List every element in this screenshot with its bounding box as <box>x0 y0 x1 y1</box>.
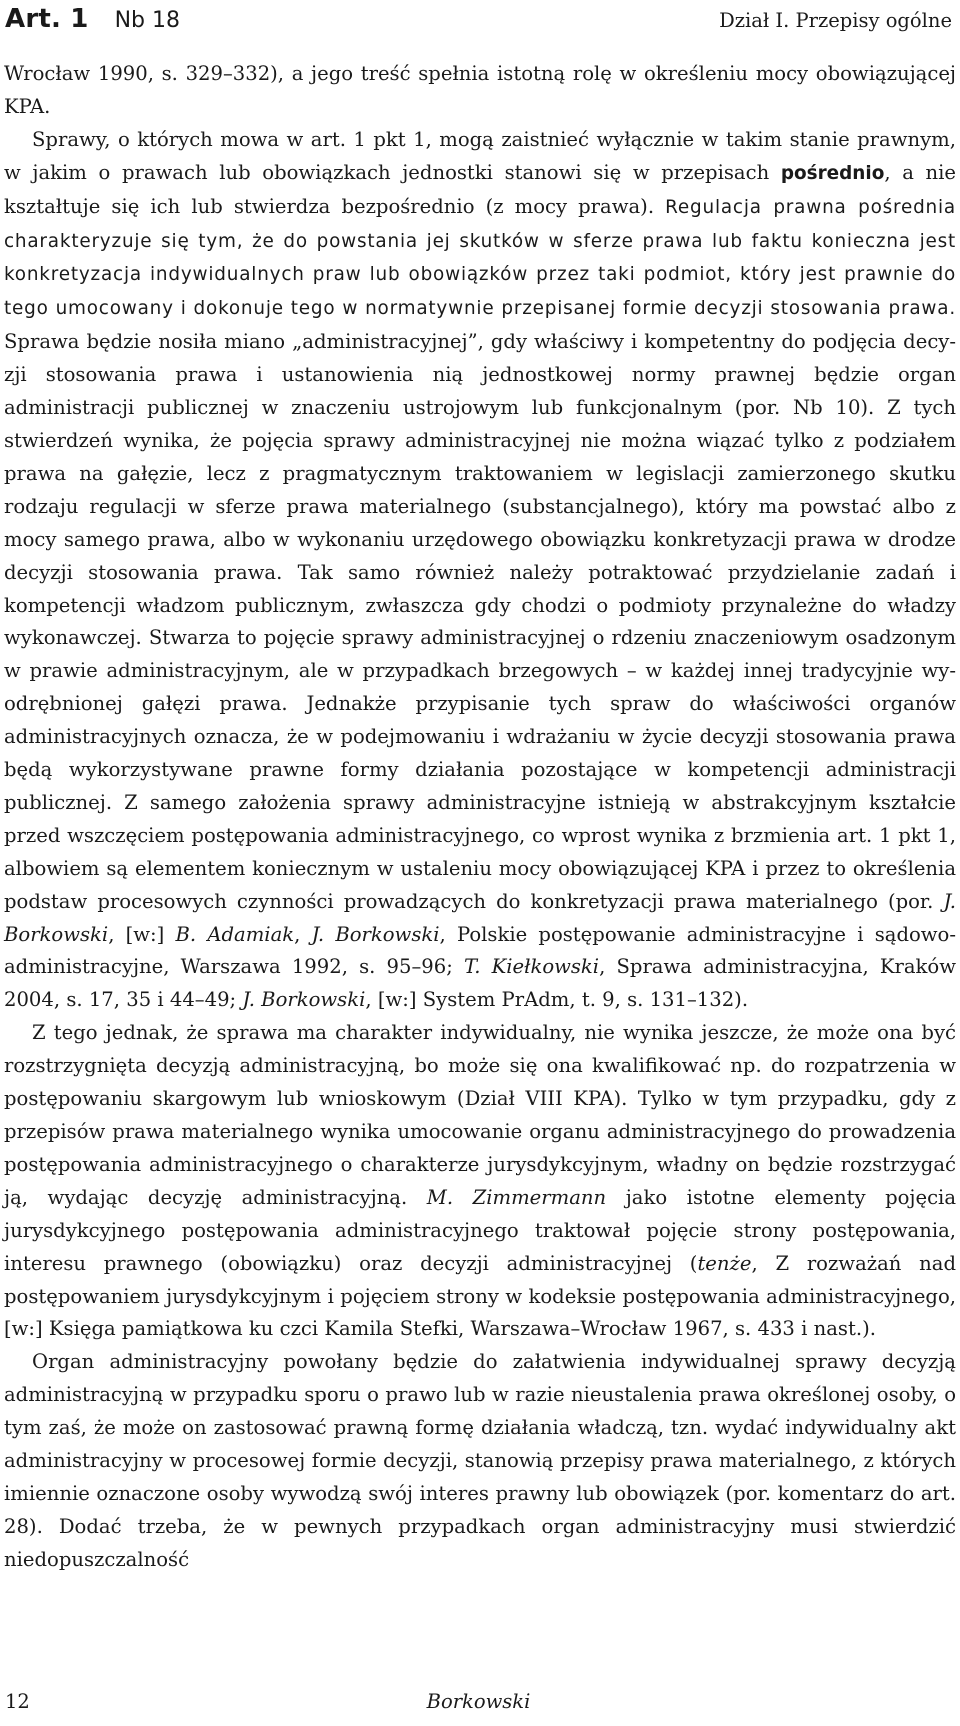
footer-author: Borkowski <box>426 1690 531 1713</box>
citation-ibid: tenże <box>697 1251 752 1275</box>
page-number: 12 <box>5 1690 30 1713</box>
paragraph-continuation <box>4 58 956 124</box>
citation-author: T. Kiełkowski <box>464 955 600 979</box>
citation-author: J. Borkowski <box>311 922 440 946</box>
emphasis-spaced: Regulacja prawna pośrednia charakteryzuje się tym, że do powstania jej skutków w sferze prawa lub faktu konieczna jest konkretyzacja indywidualnych praw lub obowiązków przez taki podmiot, który jest prawnie do tego umocowany i dokonuje tego w normatywnie przepisanej formie decyzji stosowania prawa. <box>4 196 956 320</box>
citation-author: J. Borkowski <box>4 889 956 946</box>
citation-author: J. Borkowski <box>242 988 366 1012</box>
emphasis-bold: pośrednio <box>780 162 885 184</box>
paragraph: Z tego jednak, że sprawa ma charakter indywidualny, nie wynika jeszcze, że może ona być rozstrzygnięta decyzją administracyjną, bo może się ona kwalifikować np. do rozpatrzenia w postępowaniu skargowym lub wnioskowym (Dział VIII KPA). Tylko w tym przypadku, gdy z przepisów prawa materialnego wynika umocowanie organu administracyjnego do prowadzenia postępowania administracyjnego o charakterze jurysdykcyjnym, władny on będzie rozstrzygać ją, wydając decyzję administracyjną. M. Zimmermann jako istotne elementy pojęcia jurysdykcyjnego postępowania administracyjnego traktował pojęcie strony postępowania, interesu prawnego (obowiązku) oraz decyzji administracyjnej (tenże, Z rozważań nad postępowaniem jurysdykcyjnym i pojęciem strony w kodeksie postępowania administracyjnego, [w:] Księga pamiątkowa ku czci Kamila Stefki, Warszawa–Wrocław 1967, s. 433 i nast.). <box>4 1021 957 1341</box>
paragraph-text: Sprawy, o których mowa w art. 1 pkt 1, mogą zaistnieć wyłącznie w takim stanie prawnym, w jakim o prawach lub obowiązkach jednostki stanowi się w przepisach <box>4 127 956 184</box>
section-title: Dział I. Przepisy ogólne <box>719 9 952 32</box>
paragraph-text: Wrocław 1990, s. 329–332), a jego treść spełnia istotną rolę w określeniu mocy obowiązującej KPA. <box>4 62 956 118</box>
paragraph-text: Organ administracyjny powołany będzie do załatwienia indywidualnej sprawy decyzją administracyjną w przypadku sporu o prawo lub w razie nieustalenia prawa określonej osoby, o tym zaś, że może on zastosować prawną formę działania władczą, tzn. wydać indywidualny akt administracyjny w procesowej formie decyzji, stanowią przepisy prawa materialnego, z których imiennie oznaczone osoby wywodzą swój interes prawny lub obowiązek (por. komentarz do art. 28). Dodać trzeba, że w pewnych przypadkach organ administracyjny musi stwierdzić niedopuszczalność <box>4 1350 956 1571</box>
paragraph: Sprawy, o których mowa w art. 1 pkt 1, mogą zaistnieć wyłącznie w takim stanie prawnym, w jakim o prawach lub obowiązkach jednostki stanowi się w przepisach pośrednio, a nie kształtuje się ich lub stwierdza bezpośrednio (z mocy prawa). Regulacja prawna pośrednia charakteryzuje się tym, że do powstania jej skutków w sferze prawa lub faktu konieczna jest konkretyzacja indywidualnych praw lub obowiązków przez taki podmiot, który jest prawnie do tego umocowany i dokonuje tego w normatywnie przepisanej formie decyzji stosowania prawa. Sprawa będzie nosiła miano „administracyjnej”, gdy właściwy i kompetentny do podjęcia decyzji stosowania prawa i ustanowienia nią jednostkowej normy prawnej będzie organ administracji publicznej w znaczeniu ustrojowym lub funkcjonalnym (por. Nb 10). Z tych stwierdzeń wynika, że pojęcia sprawy administracyjnej nie można wiązać tylko z podziałem prawa na gałęzie, lecz z pragmatycznym traktowaniem w legislacji zamierzonego skutku rodzaju regulacji w sferze prawa materialnego (substancjalnego), który ma powstać albo z mocy samego prawa, albo w wykonaniu urzędowego obowiązku konkretyzacji prawa w drodze decyzji stosowania prawa. Tak samo również należy potraktować przydzielanie zadań i kompetencji władzom publicznym, zwłaszcza gdy chodzi o podmioty przynależne do władzy wykonawczej. Stwarza to pojęcie sprawy administracyjnej o rdzeniu znaczeniowym osadzonym w prawie administracyjnym, ale w przypadkach brzegowych – w każdej innej tradycyjnie wyodrębnionej gałęzi prawa. Jednakże przypisanie tych spraw do właściwości organów administracyjnych oznacza, że w podejmowaniu i wdrażaniu w życie decyzji stosowania prawa będą wykorzystywane prawne formy działania pozostające w kompetencji administracji publicznej. Z samego założenia sprawy administracyjne istnieją w abstrakcyjnym kształcie przed wszczęciem postępowania administracyjnego, co wprost wynika z brzmienia art. 1 pkt 1, albowiem są elementem koniecznym w ustaleniu mocy obowiązującej KPA i przez to określenia podstaw procesowych czynności prowadzących do konkretyzacji prawa materialnego (por. J. Borkowski, [w:] B. Adamiak, J. Borkowski, Polskie postępowanie administracyjne i sądowo-administracyjne, Warszawa 1992, s. 95–96; T. Kiełkowski, Sprawa administracyjna, Kraków 2004, s. 17, 35 i 44–49; J. Borkowski, [w:] System PrAdm, t. 9, s. 131–132). <box>4 127 956 1012</box>
article-label: Art. 1 <box>5 4 89 34</box>
paragraph <box>4 1346 956 1576</box>
paragraph-text: Z tego jednak, że sprawa ma charakter indywidualny, nie wynika jeszcze, że może ona być rozstrzygnięta decyzją administracyjną, bo może się ona kwalifikować np. do rozpatrzenia w postępowaniu skargowym lub wnioskowym (Dział VIII KPA). Tylko w tym przypadku, gdy z przepisów prawa materialnego wynika umocowanie organu administracyjnego do prowadzenia postępowania administracyjnego o charakterze jurysdykcyjnym, władny on będzie rozstrzygać ją, wydając decyzję administracyjną. <box>4 1021 956 1209</box>
citation-author: M. Zimmermann <box>426 1185 607 1209</box>
paragraph-text: Sprawa będzie nosiła miano „administracyjnej”, gdy właściwy i kompetentny do podjęcia decyzji stosowania prawa i ustanowienia nią jednostkowej normy prawnej będzie organ administracji publicznej w znaczeniu ustrojowym lub funkcjonalnym (por. Nb 10). Z tych stwierdzeń wynika, że pojęcia sprawy administracyjnej nie można wiązać tylko z podziałem prawa na gałęzie, lecz z pragmatycznym traktowaniem w legislacji zamierzonego skutku rodzaju regulacji w sferze prawa materialnego (substancjalnego), który ma powstać albo z mocy samego prawa, albo w wykonaniu urzędowego obowiązku konkretyzacji prawa w drodze decyzji stosowania prawa. Tak samo również należy potraktować przydzielanie zadań i kompetencji władzom publicznym, zwłaszcza gdy chodzi o podmioty przynależne do władzy wykonawczej. Stwarza to pojęcie sprawy administracyjnej o rdzeniu znaczeniowym osadzonym w prawie administracyjnym, ale w przypadkach brzegowych – w każdej innej tradycyjnie wyodrębnionej gałęzi prawa. Jednakże przypisanie tych spraw do właściwości organów administracyjnych oznacza, że w podejmowaniu i wdrażaniu w życie decyzji stosowania prawa będą wykorzystywane prawne formy działania pozostające w kompetencji administracji publicznej. Z samego założenia sprawy administracyjne istnieją w abstrakcyjnym kształcie przed wszczęciem postępowania administracyjnego, co wprost wynika z brzmienia art. 1 pkt 1, albowiem są elementem koniecznym w ustaleniu mocy obowiązującej KPA i przez to określenia podstaw procesowych czynności prowadzących do konkretyzacji prawa materialnego (por. <box>4 330 956 913</box>
citation-author: B. Adamiak <box>175 922 295 946</box>
page-footer <box>5 1690 952 1720</box>
paragraph-text: , a nie kształtuje się ich lub stwierdza bezpośrednio (z mocy prawa). <box>4 160 956 218</box>
running-head <box>5 4 952 36</box>
margin-number-label: Nb 18 <box>114 8 181 33</box>
body-text <box>4 58 956 1577</box>
